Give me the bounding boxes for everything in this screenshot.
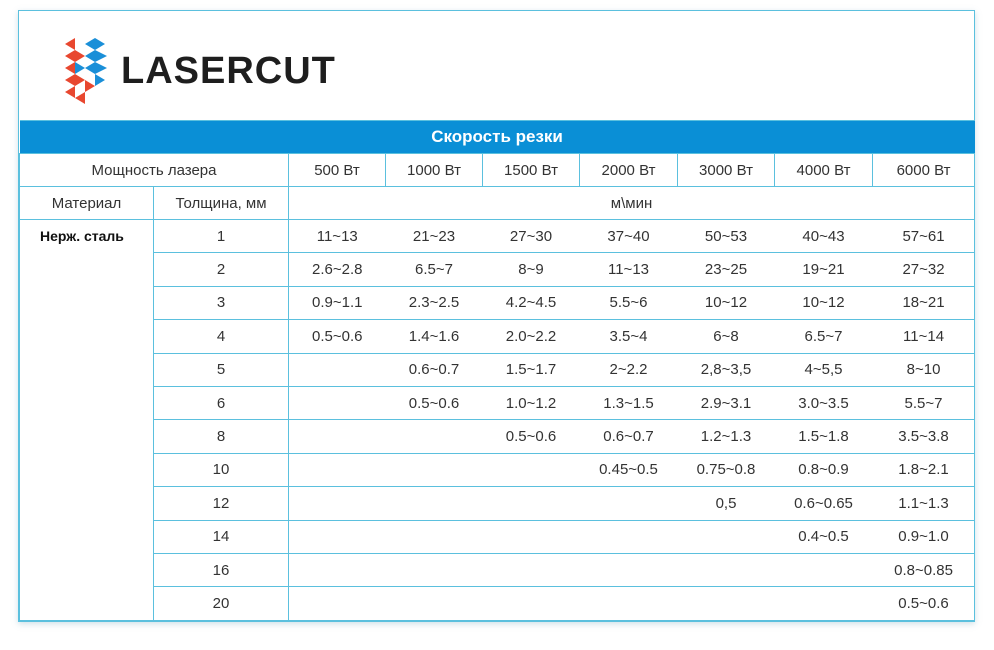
speed-cell (289, 587, 386, 620)
table-row (20, 353, 975, 386)
speed-cell (386, 453, 483, 486)
subheader-row (20, 187, 975, 220)
speed-cell: 0.6~0.7 (580, 420, 678, 453)
power-header: 4000 Вт (775, 154, 873, 187)
speed-cell: 1.8~2.1 (873, 453, 975, 486)
speed-cell (483, 553, 580, 586)
speed-card (18, 10, 975, 622)
power-label: Мощность лазера (20, 154, 289, 187)
speed-cell (775, 553, 873, 586)
thickness-cell: 12 (154, 487, 289, 520)
speed-cell: 5.5~7 (873, 386, 975, 419)
speed-cell: 4~5,5 (775, 353, 873, 386)
speed-cell: 50~53 (678, 220, 775, 253)
speed-cell: 10~12 (775, 286, 873, 319)
table-row (20, 487, 975, 520)
table-title: Скорость резки (20, 121, 975, 154)
speed-cell: 11~14 (873, 320, 975, 353)
speed-cell: 18~21 (873, 286, 975, 319)
speed-cell: 0.45~0.5 (580, 453, 678, 486)
speed-cell: 0,5 (678, 487, 775, 520)
speed-cell: 1.1~1.3 (873, 487, 975, 520)
speed-cell: 3.5~3.8 (873, 420, 975, 453)
thickness-cell: 6 (154, 386, 289, 419)
table-row (20, 220, 975, 253)
speed-cell (386, 487, 483, 520)
speed-cell: 6.5~7 (386, 253, 483, 286)
power-header: 6000 Вт (873, 154, 975, 187)
thickness-cell: 1 (154, 220, 289, 253)
speed-cell: 57~61 (873, 220, 975, 253)
speed-cell (386, 587, 483, 620)
speed-cell (580, 520, 678, 553)
power-header-row (20, 154, 975, 187)
speed-cell (580, 553, 678, 586)
speed-cell (289, 487, 386, 520)
thickness-cell: 8 (154, 420, 289, 453)
speed-cell: 0.4~0.5 (775, 520, 873, 553)
speed-cell (289, 520, 386, 553)
speed-cell: 1.3~1.5 (580, 386, 678, 419)
speed-cell: 11~13 (289, 220, 386, 253)
speed-cell (483, 520, 580, 553)
speed-cell: 40~43 (775, 220, 873, 253)
speed-cell (386, 553, 483, 586)
power-header: 1500 Вт (483, 154, 580, 187)
thickness-cell: 20 (154, 587, 289, 620)
speed-cell (386, 420, 483, 453)
speed-cell: 2.0~2.2 (483, 320, 580, 353)
table-row (20, 453, 975, 486)
speed-cell (678, 553, 775, 586)
speed-cell: 1.5~1.8 (775, 420, 873, 453)
thickness-cell: 14 (154, 520, 289, 553)
power-header: 500 Вт (289, 154, 386, 187)
speed-cell: 11~13 (580, 253, 678, 286)
table-row (20, 553, 975, 586)
power-header: 3000 Вт (678, 154, 775, 187)
speed-cell (289, 553, 386, 586)
table-row (20, 587, 975, 620)
speed-cell: 1.4~1.6 (386, 320, 483, 353)
speed-cell: 4.2~4.5 (483, 286, 580, 319)
speed-cell: 27~32 (873, 253, 975, 286)
table-row (20, 520, 975, 553)
speed-cell (289, 353, 386, 386)
speed-cell: 21~23 (386, 220, 483, 253)
speed-cell: 8~10 (873, 353, 975, 386)
speed-cell: 3.0~3.5 (775, 386, 873, 419)
speed-cell (289, 420, 386, 453)
speed-cell: 0.5~0.6 (483, 420, 580, 453)
speed-cell (775, 587, 873, 620)
speed-cell (289, 386, 386, 419)
speed-cell (580, 587, 678, 620)
speed-cell (289, 453, 386, 486)
speed-cell (483, 487, 580, 520)
unit-label: м\мин (289, 187, 975, 220)
speed-cell (386, 520, 483, 553)
table-row (20, 420, 975, 453)
speed-cell: 0.8~0.85 (873, 553, 975, 586)
speed-cell: 0.9~1.1 (289, 286, 386, 319)
speed-cell: 2.6~2.8 (289, 253, 386, 286)
speed-cell: 10~12 (678, 286, 775, 319)
thickness-cell: 3 (154, 286, 289, 319)
speed-cell (483, 587, 580, 620)
speed-cell: 1.5~1.7 (483, 353, 580, 386)
thickness-cell: 5 (154, 353, 289, 386)
thickness-cell: 10 (154, 453, 289, 486)
speed-cell: 0.5~0.6 (289, 320, 386, 353)
speed-cell: 3.5~4 (580, 320, 678, 353)
speed-cell: 6~8 (678, 320, 775, 353)
material-name: Нерж. сталь (20, 220, 154, 621)
table-row (20, 253, 975, 286)
speed-cell: 27~30 (483, 220, 580, 253)
speed-cell: 2,8~3,5 (678, 353, 775, 386)
speed-cell (678, 520, 775, 553)
power-header: 2000 Вт (580, 154, 678, 187)
brand-logo (65, 33, 336, 109)
speed-cell: 0.9~1.0 (873, 520, 975, 553)
table-row (20, 320, 975, 353)
speed-cell: 37~40 (580, 220, 678, 253)
speed-cell: 5.5~6 (580, 286, 678, 319)
table-row (20, 386, 975, 419)
speed-cell: 23~25 (678, 253, 775, 286)
speed-cell: 2~2.2 (580, 353, 678, 386)
table-row (20, 286, 975, 319)
speed-cell: 8~9 (483, 253, 580, 286)
thickness-cell: 16 (154, 553, 289, 586)
speed-cell: 0.6~0.65 (775, 487, 873, 520)
speed-cell: 0.75~0.8 (678, 453, 775, 486)
speed-cell: 0.5~0.6 (386, 386, 483, 419)
speed-cell: 2.9~3.1 (678, 386, 775, 419)
thickness-cell: 4 (154, 320, 289, 353)
speed-cell: 1.2~1.3 (678, 420, 775, 453)
brand-name: LASERCUT (121, 49, 336, 92)
thickness-label: Толщина, мм (154, 187, 289, 220)
power-header: 1000 Вт (386, 154, 483, 187)
speed-cell: 2.3~2.5 (386, 286, 483, 319)
speed-cell: 0.5~0.6 (873, 587, 975, 620)
speed-cell: 0.8~0.9 (775, 453, 873, 486)
speed-cell: 19~21 (775, 253, 873, 286)
triangles-logo-icon (65, 38, 109, 104)
speed-cell (483, 453, 580, 486)
speed-cell: 0.6~0.7 (386, 353, 483, 386)
thickness-cell: 2 (154, 253, 289, 286)
speed-cell (678, 587, 775, 620)
speed-cell (580, 487, 678, 520)
material-label: Материал (20, 187, 154, 220)
speed-cell: 1.0~1.2 (483, 386, 580, 419)
cutting-speed-table (19, 120, 975, 621)
speed-cell: 6.5~7 (775, 320, 873, 353)
